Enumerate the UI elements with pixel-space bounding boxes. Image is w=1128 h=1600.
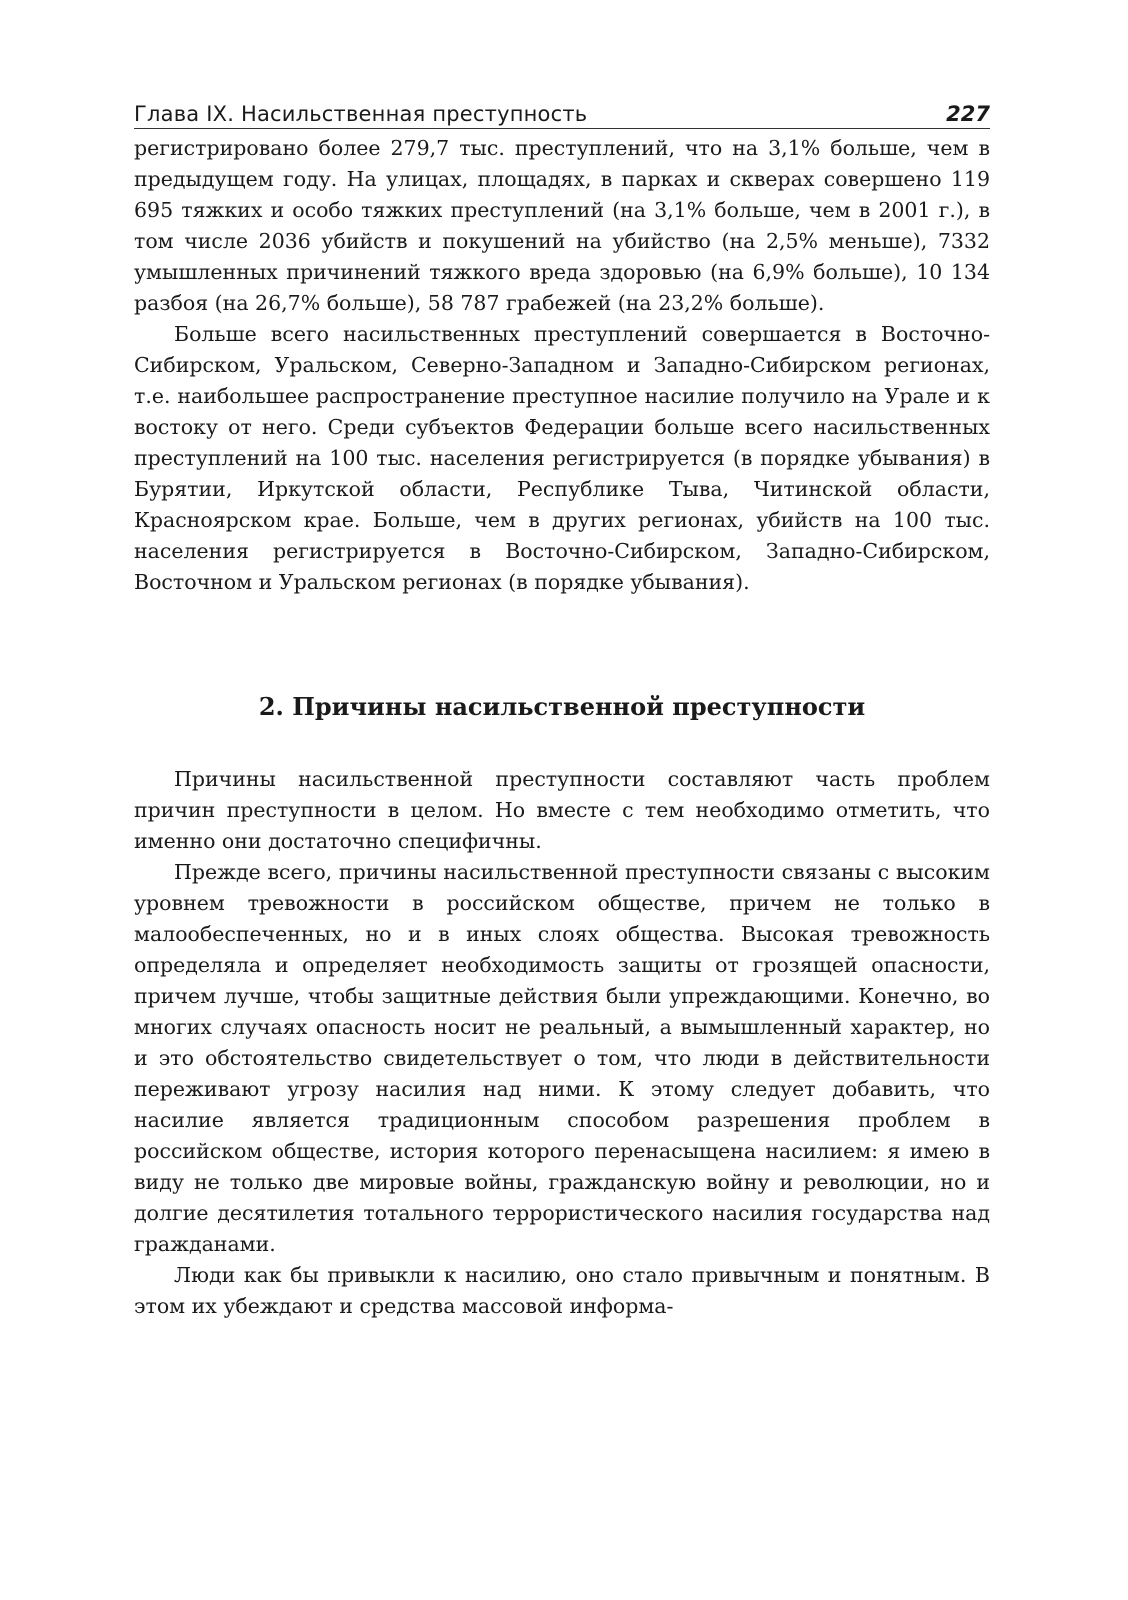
running-title: Глава IX. Насильственная преступность (134, 102, 588, 126)
section-heading: 2. Причины насильственной преступности (258, 692, 866, 721)
page-number: 227 (946, 102, 990, 126)
paragraph-causes-intro: Причины насильственной преступности составляют часть проблем причин преступности в целом. Но вместе с тем необходимо отметить, что именно они достаточно специфичны. (134, 767, 990, 853)
paragraph-anxiety: Прежде всего, причины насильственной преступности связаны с высоким уровнем тревожности в российском обществе, причем не только в малообеспеченных, но и в иных слоях общества. Высокая тревожность определяла и определяет необходимость защиты от грозящей опасности, причем лучше, чтобы защитные действия были упреждающими. Конечно, во многих случаях опасность носит не реальный, а вымышленный характер, но и это обстоятельство свидетельствует о том, что люди в действительности переживают угрозу насилия над ними. К этому следует добавить, что насилие является традиционным способом разрешения проблем в российском обществе, история которого перенасыщена насилием: я имею в виду не только две мировые войны, гражданскую войну и революции, но и долгие десятилетия тотального террористического насилия государства над гражданами. (134, 860, 990, 1256)
running-header (134, 90, 990, 129)
paragraph-continuation: регистрировано более 279,7 тыс. преступлений, что на 3,1% больше, чем в предыдущем году. На улицах, площадях, в парках и скверах совершено 119 695 тяжких и особо тяжких преступлений (на 3,1% больше, чем в 2001 г.), в том числе 2036 убийств и покушений на убийство (на 2,5% меньше), 7332 умышленных причинений тяжкого вреда здоровью (на 6,9% больше), 10 134 разбоя (на 26,7% больше), 58 787 грабежей (на 23,2% больше). (134, 136, 990, 315)
paragraph-regions: Больше всего насильственных преступлений совершается в Восточно-Сибирском, Уральском, Северно-Западном и Западно-Сибирском регионах, т.е. наибольшее распространение преступное насилие получило на Урале и к востоку от него. Среди субъектов Федерации больше всего насильственных преступлений на 100 тыс. населения регистрируется (в порядке убывания) в Бурятии, Иркутской области, Республике Тыва, Читинской области, Красноярском крае. Больше, чем в других регионах, убийств на 100 тыс. населения регистрируется в Восточно-Сибирском, Западно-Сибирском, Восточном и Уральском регионах (в порядке убывания). (134, 322, 990, 594)
paragraph-habituation: Люди как бы привыкли к насилию, оно стало привычным и понятным. В этом их убеждают и средства массовой информа- (134, 1263, 990, 1318)
book-page (134, 90, 990, 1322)
